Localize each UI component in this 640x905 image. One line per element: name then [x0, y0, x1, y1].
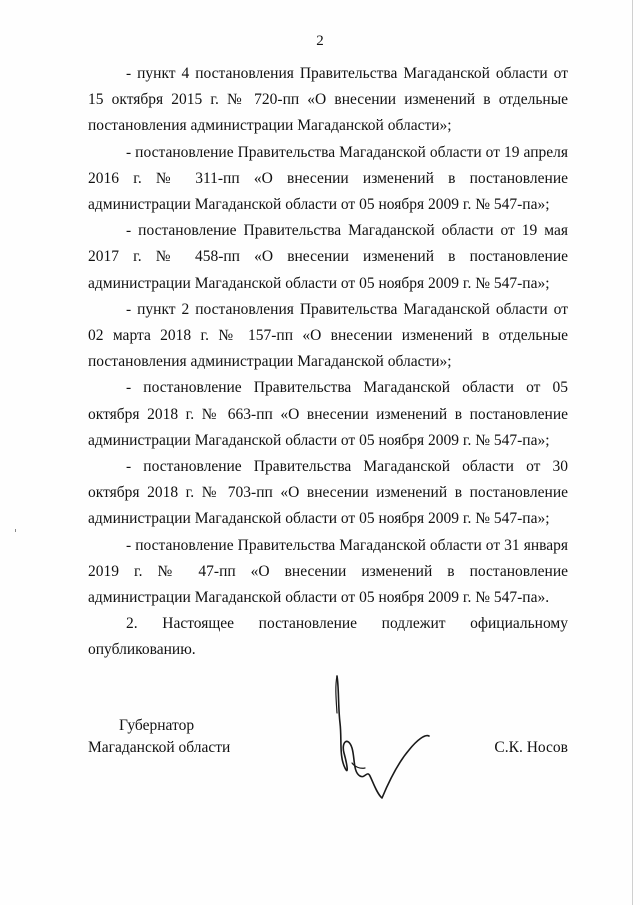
paragraph-item-5: - постановление Правительства Магаданской области от 05 октября 2018 г. № 663-пп «О внесении изменений в постановление администрации Магаданской области от 05 ноября 2009 г. № 547-па»;: [88, 379, 568, 449]
signatory-title: [88, 715, 230, 759]
paragraph-publication: 2. Настоящее постановление подлежит официальному опубликованию.: [88, 615, 568, 659]
paragraph-item-6: - постановление Правительства Магаданской области от 30 октября 2018 г. № 703-пп «О внесении изменений в постановление администрации Магаданской области от 05 ноября 2009 г. № 547-па»;: [88, 458, 568, 528]
signatory-name: С.К. Носов: [494, 739, 568, 756]
page-number: 2: [316, 33, 324, 49]
paragraph-item-7: - постановление Правительства Магаданской области от 31 января 2019 г. № 47-пп «О внесении изменений в постановление администрации Магаданской области от 05 ноября 2009 г. № 547-па».: [88, 536, 568, 607]
document-body: [88, 61, 568, 664]
signatory-title-line2: Магаданской области: [88, 739, 231, 756]
signatory-title-line1: Губернатор: [119, 717, 195, 734]
paragraph-item-3: - постановление Правительства Магаданской области от 19 мая 2017 г. № 458-пп «О внесении изменений в постановление администрации Магаданской области от 05 ноября 2009 г. № 547-па»;: [88, 222, 568, 292]
handwritten-signature: [325, 668, 445, 803]
margin-mark: [15, 529, 16, 532]
paragraph-item-2: - постановление Правительства Магаданской области от 19 апреля 2016 г. № 311-пп «О внесении изменений в постановление администрации Магаданской области от 05 ноября 2009 г. № 547-па»;: [88, 143, 568, 214]
paragraph-item-1: - пункт 4 постановления Правительства Магаданской области от 15 октября 2015 г. № 720-пп «О внесении изменений в отдельные постановления администрации Магаданской области»;: [88, 65, 568, 135]
paragraph-item-4: - пункт 2 постановления Правительства Магаданской области от 02 марта 2018 г. № 157-пп «О внесении изменений в отдельные постановления администрации Магаданской области»;: [88, 300, 568, 371]
page-edge-line: [632, 0, 633, 905]
